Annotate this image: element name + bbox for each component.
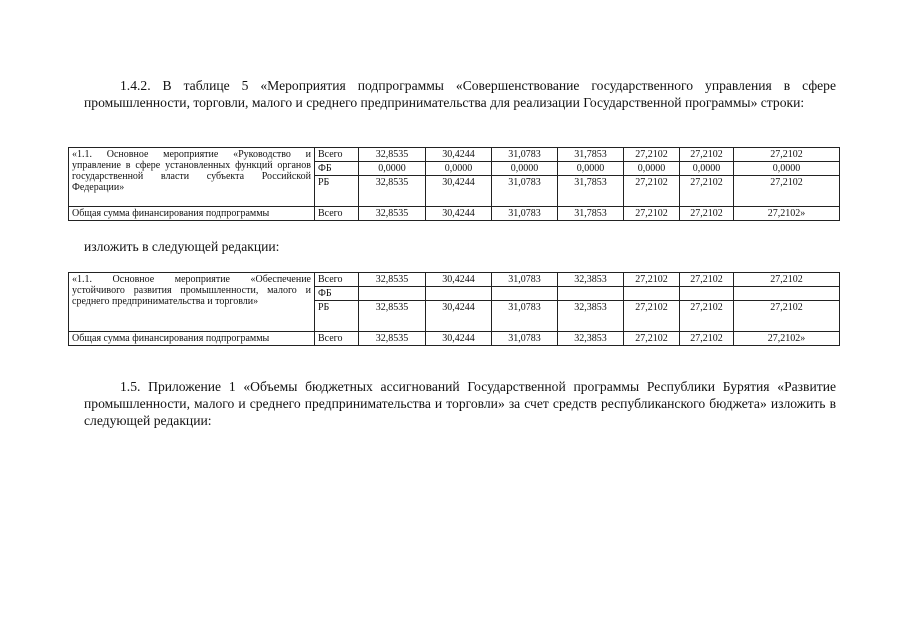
value-cell: 0,0000 [734,162,840,176]
value-cell: 0,0000 [426,162,492,176]
source-code: ФБ [315,287,359,301]
value-cell: 0,0000 [680,162,734,176]
source-code: ФБ [315,162,359,176]
value-cell: 30,4244 [426,301,492,332]
value-cell: 0,0000 [359,162,426,176]
value-cell: 31,0783 [492,273,558,287]
table-row [69,273,840,287]
value-cell: 27,2102 [680,332,734,346]
value-cell: 27,2102 [680,148,734,162]
total-row [69,207,840,221]
value-cell: 27,2102 [624,332,680,346]
value-cell: 0,0000 [624,162,680,176]
value-cell: 27,2102 [680,273,734,287]
value-cell [492,287,558,301]
value-cell: 27,2102 [624,301,680,332]
value-cell: 32,8535 [359,332,426,346]
source-code: РБ [315,301,359,332]
value-cell: 32,8535 [359,148,426,162]
value-cell: 0,0000 [492,162,558,176]
value-cell [624,287,680,301]
value-cell: 27,2102 [680,207,734,221]
value-cell: 27,2102 [624,273,680,287]
value-cell: 27,2102 [734,301,840,332]
value-cell: 27,2102 [734,148,840,162]
value-cell: 31,0783 [492,301,558,332]
value-cell: 30,4244 [426,148,492,162]
value-cell: 31,0783 [492,176,558,207]
value-cell: 31,7853 [558,148,624,162]
closing-paragraph: 1.5. Приложение 1 «Объемы бюджетных ассигнований Государственной программы Республики Бурятия «Развитие промышленности, малого и среднего предпринимательства и торговли» за счет средств республиканского бюджета» изложить в следующей редакции: [84,379,836,428]
value-cell: 32,8535 [359,176,426,207]
value-cell: 27,2102» [734,332,840,346]
value-cell: 31,0783 [492,207,558,221]
value-cell: 31,0783 [492,148,558,162]
value-cell: 30,4244 [426,207,492,221]
value-cell: 32,3853 [558,301,624,332]
value-cell: 32,8535 [359,301,426,332]
value-cell: 27,2102 [624,176,680,207]
value-cell [680,287,734,301]
replace-instruction: изложить в следующей редакции: [84,239,280,254]
measure-label: «1.1. Основное мероприятие «Обеспечение устойчивого развития промышленности, малого и среднего предпринимательства и торговли» [69,273,315,332]
value-cell: 30,4244 [426,332,492,346]
value-cell: 27,2102 [680,301,734,332]
value-cell: 32,8535 [359,273,426,287]
value-cell: 27,2102» [734,207,840,221]
intro-paragraph: 1.4.2. В таблице 5 «Мероприятия подпрограммы «Совершенствование государственного управления в сфере промышленности, торговли, малого и среднего предпринимательства для реализации Государственной программы» строки: [84,78,836,110]
source-code: Всего [315,273,359,287]
source-code: Всего [315,148,359,162]
value-cell: 27,2102 [680,176,734,207]
total-row [69,332,840,346]
table-row [69,148,840,162]
value-cell: 32,3853 [558,273,624,287]
value-cell: 31,7853 [558,207,624,221]
value-cell [558,287,624,301]
value-cell [734,287,840,301]
value-cell: 27,2102 [624,148,680,162]
value-cell: 31,0783 [492,332,558,346]
value-cell: 32,3853 [558,332,624,346]
new-financing-table [68,272,840,346]
measure-label: «1.1. Основное мероприятие «Руководство и управление в сфере установленных функций органов государственной власти субъекта Российской Федерации» [69,148,315,207]
value-cell: 32,8535 [359,207,426,221]
value-cell: 0,0000 [558,162,624,176]
value-cell: 31,7853 [558,176,624,207]
source-code: РБ [315,176,359,207]
value-cell: 30,4244 [426,176,492,207]
value-cell: 27,2102 [734,176,840,207]
value-cell: 27,2102 [624,207,680,221]
source-code: Всего [315,207,359,221]
value-cell [359,287,426,301]
source-code: Всего [315,332,359,346]
total-label: Общая сумма финансирования подпрограммы [69,207,315,221]
old-financing-table [68,147,840,221]
value-cell [426,287,492,301]
total-label: Общая сумма финансирования подпрограммы [69,332,315,346]
value-cell: 27,2102 [734,273,840,287]
value-cell: 30,4244 [426,273,492,287]
